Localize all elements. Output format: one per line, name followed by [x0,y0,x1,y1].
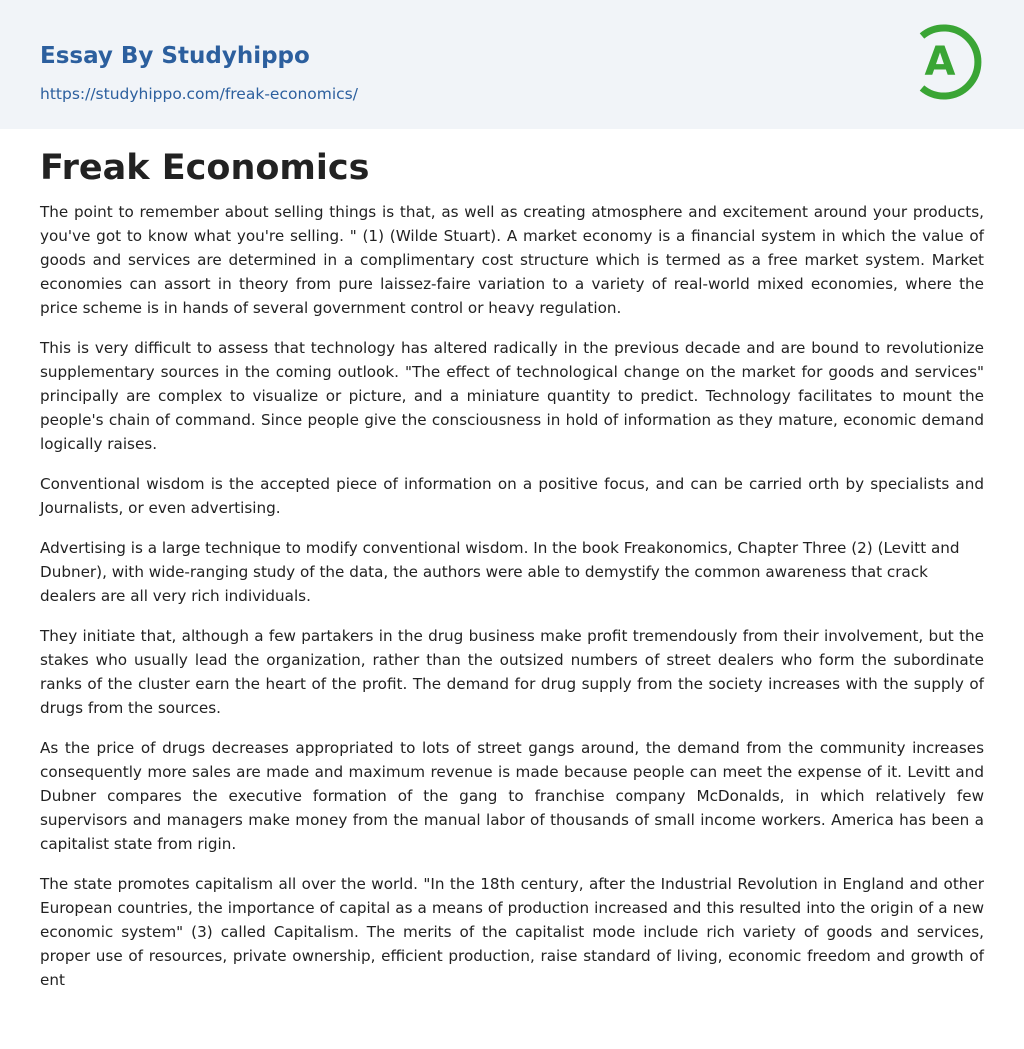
essay-body [40,144,984,1008]
essay-paragraph: Conventional wisdom is the accepted piece of information on a positive focus, and can be carried orth by specialists and Journalists, or even advertising. [40,475,984,517]
essay-paragraph: As the price of drugs decreases appropriated to lots of street gangs around, the demand from the community increases consequently more sales are made and maximum revenue is made because people can meet the expense of it. Levitt and Dubner compares the executive formation of the gang to franchise company McDonalds, in which relatively few supervisors and managers make money from the manual labor of thousands of small income workers. America has been a capitalist state from rigin. [40,739,984,853]
essay-paragraph: The state promotes capitalism all over the world. "In the 18th century, after the Industrial Revolution in England and other European countries, the importance of capital as a means of production increased and this resulted into the origin of a new economic system" (3) called Capitalism. The merits of the capitalist mode include rich variety of goods and services, proper use of resources, private ownership, efficient production, raise standard of living, economic freedom and growth of ent [40,875,984,989]
essay-paragraph: The point to remember about selling things is that, as well as creating atmosphere and excitement around your products, you've got to know what you're selling. " (1) (Wilde Stuart). A market economy is a financial system in which the value of goods and services are determined in a complimentary cost structure which is termed as a free market system. Market economies can assort in theory from pure laissez-faire variation to a variety of real-world mixed economies, where the price scheme is in hands of several government control or heavy regulation. [40,203,984,317]
site-header [0,0,1024,129]
essay-paragraph: Advertising is a large technique to modify conventional wisdom. In the book Freakonomics, Chapter Three (2) (Levitt and Dubner), with wide-ranging study of the data, the authors were able to demystify the common awareness that crack dealers are all very rich individuals. [40,539,960,605]
essay-paragraph: They initiate that, although a few partakers in the drug business make profit tremendously from their involvement, but the stakes who usually lead the organization, rather than the outsized numbers of street dealers who form the subordinate ranks of the cluster earn the heart of the profit. The demand for drug supply from the society increases with the supply of drugs from the sources. [40,627,984,717]
studyhippo-logo-icon[interactable] [912,19,986,105]
page-title: Freak Economics [40,148,370,188]
source-url-link[interactable]: https://studyhippo.com/freak-economics/ [40,85,358,103]
logo-letter: A [924,39,956,85]
essay-paragraph: This is very difficult to assess that technology has altered radically in the previous decade and are bound to revolutionize supplementary sources in the coming outlook. "The effect of technological change on the market for goods and services" principally are complex to visualize or picture, and a miniature quantity to predict. Technology facilitates to mount the people's chain of command. Since people give the consciousness in hold of information as they mature, economic demand logically raises. [40,339,984,453]
brand-title: Essay By Studyhippo [40,43,310,69]
